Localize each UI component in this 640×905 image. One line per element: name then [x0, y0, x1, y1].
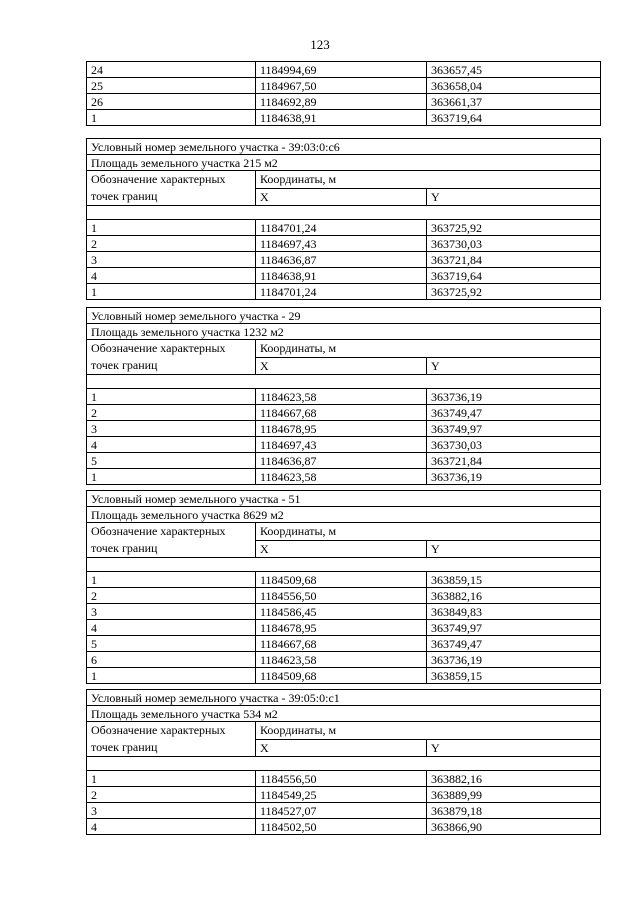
- x-coordinate-cell: 1184623,58: [256, 389, 427, 405]
- x-coordinate-cell: 1184509,68: [256, 572, 427, 588]
- parcel-title: Условный номер земельного участка - 29: [87, 308, 601, 324]
- page-number: 123: [310, 37, 330, 52]
- parcel-title-row: [87, 139, 601, 155]
- table-row: [87, 572, 601, 588]
- x-coordinate-cell: 1184967,50: [256, 78, 427, 94]
- point-number-cell: 1: [87, 220, 256, 236]
- table-row: [87, 604, 601, 620]
- empty-row: [87, 375, 601, 389]
- coordinates-header: Координаты, м: [256, 523, 601, 541]
- y-coordinate-cell: 363849,83: [427, 604, 601, 620]
- table-row: [87, 421, 601, 437]
- y-coordinate-cell: 363658,04: [427, 78, 601, 94]
- table-row: [87, 94, 601, 110]
- table-row: [87, 668, 601, 684]
- parcel-table-1: [86, 138, 601, 300]
- x-coordinate-cell: 1184638,91: [256, 110, 427, 126]
- coordinates-header: Координаты, м: [256, 722, 601, 740]
- column-header-row: [87, 523, 601, 541]
- parcel-title-row: [87, 690, 601, 706]
- table-row: [87, 787, 601, 803]
- point-number-cell: 1: [87, 668, 256, 684]
- x-coordinate-cell: 1184509,68: [256, 668, 427, 684]
- point-number-cell: 4: [87, 620, 256, 636]
- x-coordinate-cell: 1184638,91: [256, 268, 427, 284]
- table-row: [87, 652, 601, 668]
- table-row: [87, 819, 601, 835]
- point-number-cell: 2: [87, 787, 256, 803]
- table-row: [87, 268, 601, 284]
- x-coordinate-cell: 1184502,50: [256, 819, 427, 835]
- point-number-cell: 1: [87, 771, 256, 787]
- empty-row: [87, 206, 601, 220]
- y-coordinate-cell: 363882,16: [427, 771, 601, 787]
- point-number-cell: 5: [87, 636, 256, 652]
- point-label-header: [87, 722, 256, 757]
- y-coordinate-cell: 363725,92: [427, 284, 601, 300]
- y-coordinate-cell: 363749,97: [427, 620, 601, 636]
- point-number-cell: 3: [87, 604, 256, 620]
- y-coordinate-cell: 363730,03: [427, 437, 601, 453]
- continuation-table: [86, 61, 601, 126]
- parcel-area-row: [87, 324, 601, 340]
- table-row: [87, 803, 601, 819]
- empty-cell: [87, 558, 601, 572]
- point-number-cell: 25: [87, 78, 256, 94]
- point-number-cell: 3: [87, 252, 256, 268]
- parcel-area: Площадь земельного участка 534 м2: [87, 706, 601, 722]
- point-number-cell: 6: [87, 652, 256, 668]
- x-coordinate-cell: 1184994,69: [256, 62, 427, 78]
- y-coordinate-cell: 363657,45: [427, 62, 601, 78]
- x-coordinate-cell: 1184549,25: [256, 787, 427, 803]
- parcel-title-row: [87, 308, 601, 324]
- y-coordinate-cell: 363866,90: [427, 819, 601, 835]
- empty-cell: [87, 757, 601, 771]
- point-number-cell: 1: [87, 284, 256, 300]
- x-coordinate-cell: 1184623,58: [256, 652, 427, 668]
- y-coordinate-cell: 363661,37: [427, 94, 601, 110]
- point-number-cell: 1: [87, 572, 256, 588]
- x-header: X: [256, 357, 427, 375]
- y-coordinate-cell: 363736,19: [427, 652, 601, 668]
- x-coordinate-cell: 1184586,45: [256, 604, 427, 620]
- y-coordinate-cell: 363882,16: [427, 588, 601, 604]
- y-header: Y: [427, 540, 601, 558]
- table-row: [87, 110, 601, 126]
- y-header: Y: [427, 739, 601, 757]
- parcel-title: Условный номер земельного участка - 39:05:0:с1: [87, 690, 601, 706]
- point-number-cell: 4: [87, 819, 256, 835]
- x-coordinate-cell: 1184678,95: [256, 421, 427, 437]
- point-number-cell: 5: [87, 453, 256, 469]
- parcel-area-row: [87, 155, 601, 171]
- x-header: X: [256, 188, 427, 206]
- empty-row: [87, 757, 601, 771]
- x-coordinate-cell: 1184556,50: [256, 771, 427, 787]
- point-label-line2: точек границ: [91, 740, 158, 754]
- y-coordinate-cell: 363889,99: [427, 787, 601, 803]
- point-label-line1: Обозначение характерных: [91, 341, 226, 355]
- table-row: [87, 220, 601, 236]
- empty-cell: [87, 375, 601, 389]
- point-number-cell: 2: [87, 588, 256, 604]
- parcel-title-row: [87, 491, 601, 507]
- x-coordinate-cell: 1184678,95: [256, 620, 427, 636]
- y-coordinate-cell: 363725,92: [427, 220, 601, 236]
- point-number-cell: 3: [87, 803, 256, 819]
- point-label-header: [87, 171, 256, 206]
- coordinates-header: Координаты, м: [256, 340, 601, 358]
- parcel-area-row: [87, 507, 601, 523]
- y-coordinate-cell: 363736,19: [427, 389, 601, 405]
- table-row: [87, 284, 601, 300]
- x-header: X: [256, 540, 427, 558]
- x-coordinate-cell: 1184636,87: [256, 252, 427, 268]
- point-number-cell: 26: [87, 94, 256, 110]
- point-number-cell: 2: [87, 236, 256, 252]
- table-row: [87, 405, 601, 421]
- point-number-cell: 4: [87, 437, 256, 453]
- point-label-header: [87, 523, 256, 558]
- parcel-area: Площадь земельного участка 215 м2: [87, 155, 601, 171]
- x-header: X: [256, 739, 427, 757]
- point-label-line2: точек границ: [91, 358, 158, 372]
- table-row: [87, 588, 601, 604]
- empty-cell: [87, 206, 601, 220]
- y-coordinate-cell: 363859,15: [427, 572, 601, 588]
- point-number-cell: 24: [87, 62, 256, 78]
- y-coordinate-cell: 363749,47: [427, 405, 601, 421]
- table-row: [87, 771, 601, 787]
- point-number-cell: 3: [87, 421, 256, 437]
- point-number-cell: 1: [87, 389, 256, 405]
- point-number-cell: 1: [87, 110, 256, 126]
- point-number-cell: 4: [87, 268, 256, 284]
- x-coordinate-cell: 1184701,24: [256, 220, 427, 236]
- x-coordinate-cell: 1184701,24: [256, 284, 427, 300]
- parcel-area-row: [87, 706, 601, 722]
- table-row: [87, 389, 601, 405]
- empty-row: [87, 558, 601, 572]
- column-header-row: [87, 722, 601, 740]
- y-coordinate-cell: 363721,84: [427, 453, 601, 469]
- x-coordinate-cell: 1184697,43: [256, 236, 427, 252]
- y-coordinate-cell: 363730,03: [427, 236, 601, 252]
- parcel-area: Площадь земельного участка 8629 м2: [87, 507, 601, 523]
- parcel-table-3: [86, 490, 601, 684]
- parcel-title: Условный номер земельного участка - 51: [87, 491, 601, 507]
- table-row: [87, 62, 601, 78]
- parcel-table-2: [86, 307, 601, 485]
- point-label-header: [87, 340, 256, 375]
- y-coordinate-cell: 363719,64: [427, 110, 601, 126]
- parcel-table-4: [86, 689, 601, 835]
- y-coordinate-cell: 363721,84: [427, 252, 601, 268]
- column-header-row: [87, 340, 601, 358]
- point-number-cell: 1: [87, 469, 256, 485]
- table-row: [87, 252, 601, 268]
- point-label-line1: Обозначение характерных: [91, 524, 226, 538]
- column-header-row: [87, 171, 601, 189]
- y-coordinate-cell: 363736,19: [427, 469, 601, 485]
- y-coordinate-cell: 363859,15: [427, 668, 601, 684]
- x-coordinate-cell: 1184697,43: [256, 437, 427, 453]
- table-row: [87, 437, 601, 453]
- table-row: [87, 636, 601, 652]
- table-row: [87, 469, 601, 485]
- point-label-line1: Обозначение характерных: [91, 723, 226, 737]
- x-coordinate-cell: 1184636,87: [256, 453, 427, 469]
- y-coordinate-cell: 363749,97: [427, 421, 601, 437]
- table-row: [87, 236, 601, 252]
- x-coordinate-cell: 1184692,89: [256, 94, 427, 110]
- parcel-title: Условный номер земельного участка - 39:03:0:с6: [87, 139, 601, 155]
- point-label-line2: точек границ: [91, 541, 158, 555]
- x-coordinate-cell: 1184556,50: [256, 588, 427, 604]
- point-label-line1: Обозначение характерных: [91, 172, 226, 186]
- y-header: Y: [427, 357, 601, 375]
- point-label-line2: точек границ: [91, 189, 158, 203]
- parcel-area: Площадь земельного участка 1232 м2: [87, 324, 601, 340]
- table-row: [87, 78, 601, 94]
- x-coordinate-cell: 1184667,68: [256, 405, 427, 421]
- x-coordinate-cell: 1184623,58: [256, 469, 427, 485]
- y-coordinate-cell: 363719,64: [427, 268, 601, 284]
- table-row: [87, 453, 601, 469]
- x-coordinate-cell: 1184527,07: [256, 803, 427, 819]
- point-number-cell: 2: [87, 405, 256, 421]
- y-header: Y: [427, 188, 601, 206]
- x-coordinate-cell: 1184667,68: [256, 636, 427, 652]
- y-coordinate-cell: 363749,47: [427, 636, 601, 652]
- table-row: [87, 620, 601, 636]
- y-coordinate-cell: 363879,18: [427, 803, 601, 819]
- coordinates-header: Координаты, м: [256, 171, 601, 189]
